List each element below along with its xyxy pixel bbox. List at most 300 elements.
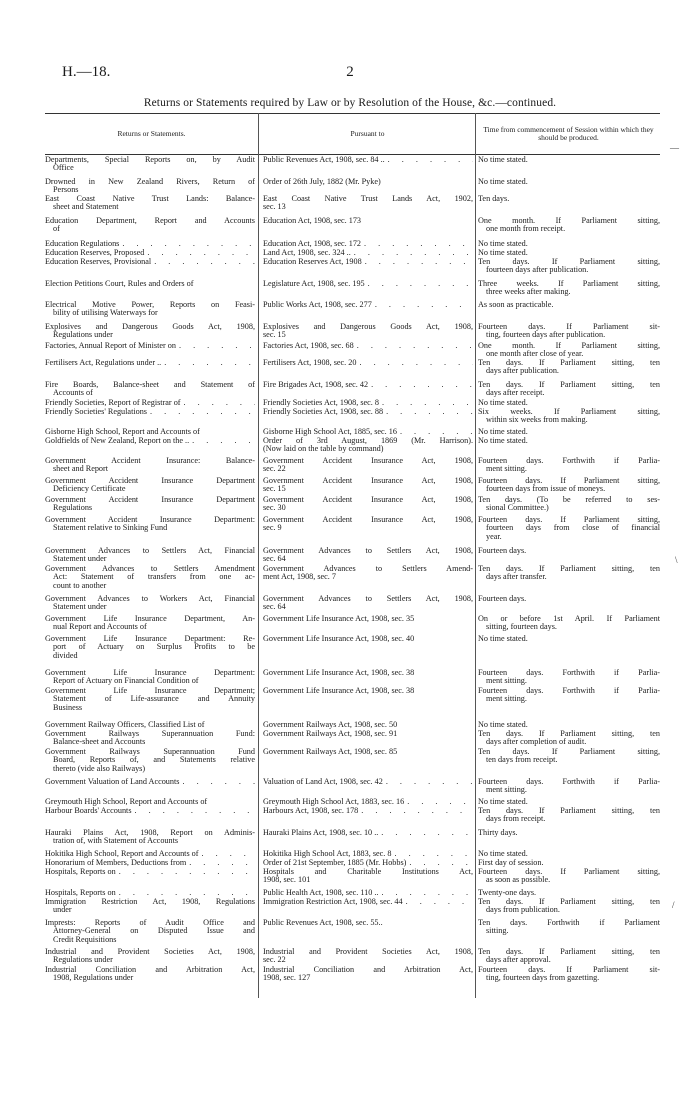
cell-text: Government Advances to Settlers Amend- xyxy=(263,565,473,573)
cell-text: Friendly Societies, Report of Registrar of xyxy=(45,399,181,407)
cell-pursuant xyxy=(263,217,473,225)
cell-text: Drowned in New Zealand Rivers, Return of xyxy=(45,178,255,186)
cell-text: Order of 21st September, 1885 (Mr. Hobbs) xyxy=(263,859,407,867)
cell-text: No time stated. xyxy=(478,437,528,445)
cell-return xyxy=(45,437,255,445)
cell-text: ment sitting. xyxy=(486,695,527,704)
cell-pursuant xyxy=(263,399,473,407)
cell-pursuant xyxy=(263,156,473,164)
cell-text: Hokitika High School, Report and Accounts of xyxy=(45,850,199,858)
cell-pursuant xyxy=(263,798,473,806)
cell-text: Government Life Insurance Act, 1908, sec. 38 xyxy=(263,669,415,677)
cell-text: Government Railways Superannuation Fund: xyxy=(45,730,255,738)
cell-text: Ten days. (To be referred to ses- xyxy=(478,496,660,504)
cell-text: days after approval. xyxy=(486,956,551,965)
margin-mark: \ xyxy=(675,555,678,565)
cell-return xyxy=(45,730,255,747)
column-rule-2-lower xyxy=(475,600,476,998)
cell-text: Public Health Act, 1908, sec. 110 .. xyxy=(263,889,379,897)
dot-leader xyxy=(388,156,473,164)
cell-text: Ten days. If Parliament sitting, xyxy=(478,748,660,756)
cell-text: days after receipt. xyxy=(486,389,545,398)
cell-pursuant xyxy=(263,381,473,389)
cell-text: Ten days. If Parliament sitting, ten xyxy=(478,948,660,956)
cell-text: Fourteen days. Forthwith if Parlia- xyxy=(478,669,660,677)
cell-time xyxy=(478,829,660,837)
cell-return xyxy=(45,615,255,632)
cell-text: Electrical Motive Power, Reports on Feasi- xyxy=(45,301,255,309)
cell-pursuant xyxy=(263,730,473,738)
cell-text: Fourteen days. xyxy=(478,547,527,555)
cell-time xyxy=(478,457,660,474)
dot-leader xyxy=(202,850,256,858)
cell-text: divided xyxy=(53,651,78,660)
cell-text: Fourteen days. Forthwith if Parlia- xyxy=(478,778,660,786)
cell-text: days from receipt. xyxy=(486,815,546,824)
cell-text: Government Life Insurance Act, 1908, sec. 38 xyxy=(263,687,415,695)
cell-text: sheet and Statement xyxy=(53,203,119,212)
cell-text: fourteen days from issue of moneys. xyxy=(486,485,606,494)
cell-return xyxy=(45,565,255,590)
cell-return xyxy=(45,721,255,729)
cell-return xyxy=(45,217,255,234)
cell-pursuant xyxy=(263,178,473,186)
cell-text: Government Railway Officers, Classified List of xyxy=(45,721,205,729)
cell-text: under xyxy=(53,906,72,915)
cell-text: Government Accident Insurance Act, 1908, xyxy=(263,457,473,465)
cell-return xyxy=(45,748,255,773)
cell-pursuant xyxy=(263,687,473,695)
cell-pursuant xyxy=(263,829,473,837)
dot-leader xyxy=(361,807,473,815)
cell-text: Six weeks. If Parliament sitting, xyxy=(478,408,660,416)
cell-text: Immigration Restriction Act, 1908, sec. 44 xyxy=(263,898,403,906)
cell-pursuant xyxy=(263,323,473,340)
cell-text: sitting, fourteen days. xyxy=(486,623,557,632)
dot-leader xyxy=(182,778,255,786)
cell-text: No time stated. xyxy=(478,156,528,164)
cell-text: Government Accident Insurance: Balance- xyxy=(45,457,255,465)
cell-pursuant xyxy=(263,919,473,927)
dot-leader xyxy=(354,249,473,257)
cell-text: Government Life Insurance Department, An- xyxy=(45,615,255,623)
cell-pursuant xyxy=(263,195,473,212)
cell-text: Statement relative to Sinking Fund xyxy=(53,524,168,533)
dot-leader xyxy=(375,301,473,309)
cell-text: Twenty-one days. xyxy=(478,889,537,897)
cell-text: Fourteen days. If Parliament sitting, xyxy=(478,868,660,876)
cell-time xyxy=(478,948,660,965)
cell-text: Greymouth High School Act, 1883, sec. 16 xyxy=(263,798,405,806)
cell-text: sitting. xyxy=(486,927,509,936)
column-rule-2 xyxy=(475,113,476,600)
cell-text: Government Railways Act, 1908, sec. 50 xyxy=(263,721,398,729)
cell-time xyxy=(478,195,660,203)
cell-text: 1908, Regulations under xyxy=(53,974,134,983)
cell-return xyxy=(45,595,255,612)
page-number: 2 xyxy=(346,64,354,80)
cell-text: Education Reserves Act, 1908 xyxy=(263,258,362,266)
cell-text: Government Advances to Settlers Act, 1908, xyxy=(263,595,473,603)
cell-text: On or before 1st April. If Parliament xyxy=(478,615,660,623)
cell-return xyxy=(45,496,255,513)
dot-leader xyxy=(381,889,473,897)
margin-mark: — xyxy=(670,143,679,153)
cell-time xyxy=(478,778,660,795)
dot-leader xyxy=(164,359,255,367)
cell-time xyxy=(478,615,660,632)
cell-text: ment sitting. xyxy=(486,465,527,474)
cell-text: Fourteen days. Forthwith if Parlia- xyxy=(478,457,660,465)
cell-text: of xyxy=(53,225,60,234)
cell-text: One month. If Parliament sitting, xyxy=(478,217,660,225)
cell-text: Friendly Societies Act, 1908, sec. 8 xyxy=(263,399,379,407)
cell-pursuant xyxy=(263,948,473,965)
cell-text: Order of 26th July, 1882 (Mr. Pyke) xyxy=(263,178,381,186)
cell-time xyxy=(478,565,660,582)
cell-time xyxy=(478,635,660,643)
cell-text: Legislature Act, 1908, sec. 195 xyxy=(263,280,365,288)
cell-pursuant xyxy=(263,301,473,309)
cell-text: port of Actuary on Surplus Profits to be xyxy=(53,643,255,652)
cell-text: Industrial and Provident Societies Act, 1908, xyxy=(263,948,473,956)
cell-text: Thirty days. xyxy=(478,829,518,837)
cell-time xyxy=(478,359,660,376)
cell-text: Accounts of xyxy=(53,389,93,398)
cell-time xyxy=(478,408,660,425)
cell-return xyxy=(45,249,255,257)
cell-text: Government Advances to Settlers Act, Financial xyxy=(45,547,255,555)
cell-text: Government Advances to Workers Act, Financial xyxy=(45,595,255,603)
cell-text: Hauraki Plains Act, 1908, Report on Adminis- xyxy=(45,829,255,837)
cell-return xyxy=(45,778,255,786)
cell-return xyxy=(45,258,255,266)
dot-leader xyxy=(147,249,255,257)
cell-time xyxy=(478,156,660,164)
cell-text: Goldfields of New Zealand, Report on the .. xyxy=(45,437,190,445)
cell-text: Hospitals, Reports on xyxy=(45,889,116,897)
cell-text: Departments, Special Reports on, by Audit xyxy=(45,156,255,164)
column-header-pursuant: Pursuant to xyxy=(350,128,385,138)
cell-text: days from publication. xyxy=(486,906,560,915)
cell-text: Regulations xyxy=(53,504,93,513)
cell-text: Immigration Restriction Act, 1908, Regulations xyxy=(45,898,255,906)
cell-text: sional Committee.) xyxy=(486,504,549,513)
cell-time xyxy=(478,547,660,555)
cell-text: Election Petitions Court, Rules and Orders of xyxy=(45,280,194,288)
dot-leader xyxy=(371,381,473,389)
cell-text: days after publication. xyxy=(486,367,559,376)
cell-return xyxy=(45,342,255,350)
cell-text: Greymouth High School, Report and Accounts of xyxy=(45,798,208,806)
cell-text: Government Life Insurance Department; xyxy=(45,687,255,695)
cell-text: bility of utilising Waterways for xyxy=(53,309,158,318)
cell-text: Honorarium of Members, Deductions from xyxy=(45,859,187,867)
cell-text: Explosives and Dangerous Goods Act, 1908, xyxy=(263,323,473,331)
dot-leader xyxy=(189,859,255,867)
cell-text: 1908, sec. 101 xyxy=(263,876,311,885)
cell-text: Gisborne High School, Report and Accounts of xyxy=(45,428,200,436)
cell-pursuant xyxy=(263,457,473,474)
column-rule-1 xyxy=(258,113,259,600)
cell-text: Ten days. xyxy=(478,195,510,203)
cell-text: Public Revenues Act, 1908, sec. 84 .. xyxy=(263,156,385,164)
cell-text: Government Railways Superannuation Fund xyxy=(45,748,255,756)
cell-text: Government Life Insurance Department: xyxy=(45,669,255,677)
cell-text: sec. 30 xyxy=(263,504,286,513)
cell-pursuant xyxy=(263,342,473,350)
cell-text: Factories Act, 1908, sec. 68 xyxy=(263,342,354,350)
cell-time xyxy=(478,859,660,867)
dot-leader xyxy=(381,829,473,837)
cell-text: Ten days. If Parliament sitting, ten xyxy=(478,359,660,367)
cell-text: Government Valuation of Land Accounts xyxy=(45,778,180,786)
cell-text: within six weeks from making. xyxy=(486,416,588,425)
cell-text: Ten days. Forthwith if Parliament xyxy=(478,919,660,927)
cell-text: Ten days. If Parliament sitting, ten xyxy=(478,381,660,389)
cell-text: Ten days. If Parliament sitting, ten xyxy=(478,730,660,738)
cell-time xyxy=(478,428,660,436)
cell-time xyxy=(478,966,660,983)
cell-text: nual Report and Accounts of xyxy=(53,623,147,632)
cell-pursuant xyxy=(263,249,473,257)
cell-text: as soon as possible. xyxy=(486,876,551,885)
cell-pursuant xyxy=(263,966,473,983)
cell-return xyxy=(45,359,255,367)
column-header-time: Time from commencement of Session within which they should be produced. xyxy=(483,124,654,142)
dot-leader xyxy=(150,408,255,416)
cell-text: Business xyxy=(53,703,83,712)
cell-time xyxy=(478,898,660,915)
cell-text: sec. 9 xyxy=(263,524,282,533)
table-header xyxy=(45,113,660,155)
cell-text: Fourteen days. Forthwith if Parlia- xyxy=(478,687,660,695)
cell-pursuant xyxy=(263,408,473,416)
cell-text: No time stated. xyxy=(478,178,528,186)
cell-time xyxy=(478,280,660,297)
dot-leader xyxy=(406,898,473,906)
cell-text: sec. 64 xyxy=(263,603,286,612)
cell-pursuant xyxy=(263,496,473,513)
cell-pursuant xyxy=(263,258,473,266)
cell-text: ting, fourteen days from gazetting. xyxy=(486,974,600,983)
cell-text: Government Advances to Settlers Act, 1908, xyxy=(263,547,473,555)
cell-text: No time stated. xyxy=(478,721,528,729)
cell-time xyxy=(478,496,660,513)
cell-time xyxy=(478,240,660,248)
cell-text: Education Reserves, Proposed xyxy=(45,249,145,257)
cell-text: Valuation of Land Act, 1908, sec. 42 xyxy=(263,778,383,786)
cell-pursuant xyxy=(263,635,473,643)
cell-time xyxy=(478,249,660,257)
cell-text: year. xyxy=(486,532,502,541)
cell-text: sec. 22 xyxy=(263,956,286,965)
cell-text: one month after close of year. xyxy=(486,350,584,359)
cell-return xyxy=(45,399,255,407)
cell-return xyxy=(45,178,255,195)
cell-text: No time stated. xyxy=(478,798,528,806)
cell-time xyxy=(478,889,660,897)
cell-text: Hospitals and Charitable Institutions Act, xyxy=(263,868,473,876)
cell-text: Board, Reports of, and Statements relative xyxy=(53,756,255,765)
cell-text: Report of Actuary on Financial Condition of xyxy=(53,677,199,686)
cell-text: Regulations under xyxy=(53,331,113,340)
cell-text: Fourteen days. If Parliament sit- xyxy=(478,966,660,974)
cell-text: Credit Requisitions xyxy=(53,935,117,944)
cell-text: Hokitika High School Act, 1883, sec. 8 xyxy=(263,850,392,858)
cell-text: Public Works Act, 1908, sec. 277 xyxy=(263,301,372,309)
cell-text: Fertilisers Act, Regulations under .. xyxy=(45,359,162,367)
page-identifier: H.—18. xyxy=(62,64,111,80)
cell-text: ment sitting. xyxy=(486,677,527,686)
dot-leader xyxy=(359,359,473,367)
cell-text: thereto (vide also Railways) xyxy=(53,764,146,773)
dot-leader xyxy=(407,798,473,806)
cell-text: Government Accident Insurance Department xyxy=(45,477,255,485)
cell-return xyxy=(45,966,255,983)
cell-text: sec. 15 xyxy=(263,331,286,340)
cell-return xyxy=(45,280,255,288)
cell-pursuant xyxy=(263,868,473,885)
cell-pursuant xyxy=(263,547,473,564)
cell-text: No time stated. xyxy=(478,240,528,248)
cell-text: ten days from receipt. xyxy=(486,756,558,765)
cell-return xyxy=(45,477,255,494)
cell-return xyxy=(45,240,255,248)
cell-return xyxy=(45,948,255,965)
cell-time xyxy=(478,516,660,541)
cell-text: As soon as practicable. xyxy=(478,301,554,309)
cell-pursuant xyxy=(263,428,473,436)
cell-text: Government Accident Insurance Department xyxy=(45,496,255,504)
cell-time xyxy=(478,595,660,603)
cell-text: Fourteen days. If Parliament sitting, xyxy=(478,516,660,524)
cell-text: Government Life Insurance Department: Re- xyxy=(45,635,255,643)
dot-leader xyxy=(368,280,473,288)
cell-text: One month. If Parliament sitting, xyxy=(478,342,660,350)
cell-pursuant xyxy=(263,669,473,677)
cell-text: Government Life Insurance Act, 1908, sec. 40 xyxy=(263,635,415,643)
cell-return xyxy=(45,798,255,806)
cell-return xyxy=(45,807,255,815)
cell-text: Government Accident Insurance Act, 1908, xyxy=(263,516,473,524)
dot-leader xyxy=(192,437,255,445)
cell-text: sec. 13 xyxy=(263,203,286,212)
dot-leader xyxy=(122,240,255,248)
cell-time xyxy=(478,342,660,359)
cell-text: Education Department, Report and Accounts xyxy=(45,217,255,225)
cell-pursuant xyxy=(263,615,473,623)
cell-pursuant xyxy=(263,437,473,454)
cell-pursuant xyxy=(263,280,473,288)
cell-text: Attorney-General on Disputed Issue and xyxy=(53,927,255,936)
cell-text: Government Advances to Settlers Amendment xyxy=(45,565,255,573)
cell-text: Hauraki Plains Act, 1908, sec. 10 .. xyxy=(263,829,379,837)
cell-return xyxy=(45,408,255,416)
cell-text: Education Act, 1908, sec. 173 xyxy=(263,217,362,225)
cell-time xyxy=(478,850,660,858)
cell-text: Fertilisers Act, 1908, sec. 20 xyxy=(263,359,357,367)
cell-text: Statement of Life-assurance and Annuity xyxy=(53,695,255,704)
cell-text: Public Revenues Act, 1908, sec. 55.. xyxy=(263,919,383,927)
cell-text: Fourteen days. If Parliament sit- xyxy=(478,323,660,331)
cell-return xyxy=(45,457,255,474)
cell-text: Gisborne High School Act, 1885, sec. 16 xyxy=(263,428,397,436)
cell-text: Industrial and Provident Societies Act, 1908, xyxy=(45,948,255,956)
cell-text: three weeks after making. xyxy=(486,288,571,297)
cell-pursuant xyxy=(263,721,473,729)
cell-time xyxy=(478,798,660,806)
cell-return xyxy=(45,381,255,398)
cell-pursuant xyxy=(263,516,473,533)
cell-time xyxy=(478,748,660,765)
cell-text: Ten days. If Parliament sitting, ten xyxy=(478,565,660,573)
cell-return xyxy=(45,919,255,944)
cell-pursuant xyxy=(263,477,473,494)
dot-leader xyxy=(382,399,473,407)
cell-text: Government Accident Insurance Act, 1908, xyxy=(263,477,473,485)
cell-text: tration of, with Statement of Accounts xyxy=(53,837,179,846)
cell-time xyxy=(478,381,660,398)
cell-text: sec. 22 xyxy=(263,465,286,474)
cell-text: Education Regulations xyxy=(45,240,120,248)
cell-time xyxy=(478,730,660,747)
cell-text: Statement under xyxy=(53,555,107,564)
cell-text: Land Act, 1908, sec. 324 .. xyxy=(263,249,351,257)
cell-text: Government Life Insurance Act, 1908, sec. 35 xyxy=(263,615,415,623)
cell-text: Friendly Societies' Regulations xyxy=(45,408,147,416)
cell-text: days after completion of audit. xyxy=(486,738,587,747)
cell-return xyxy=(45,868,255,876)
cell-text: one month from receipt. xyxy=(486,225,566,234)
cell-pursuant xyxy=(263,850,473,858)
cell-text: fourteen days from close of financial xyxy=(486,524,660,533)
cell-text: Balance-sheet and Accounts xyxy=(53,738,146,747)
cell-time xyxy=(478,868,660,885)
cell-text: Industrial Conciliation and Arbitration Act, xyxy=(45,966,255,974)
cell-text: Fourteen days. xyxy=(478,595,527,603)
cell-text: Ten days. If Parliament sitting, ten xyxy=(478,807,660,815)
cell-pursuant xyxy=(263,595,473,612)
cell-text: East Coast Native Trust Lands Act, 1902, xyxy=(263,195,473,203)
cell-return xyxy=(45,829,255,846)
cell-return xyxy=(45,859,255,867)
cell-pursuant xyxy=(263,898,473,906)
cell-text: Fire Brigades Act, 1908, sec. 42 xyxy=(263,381,369,389)
cell-return xyxy=(45,428,255,436)
cell-text: fourteen days after publication. xyxy=(486,266,589,275)
cell-time xyxy=(478,807,660,824)
cell-time xyxy=(478,721,660,729)
dot-leader xyxy=(119,889,255,897)
cell-text: Persons xyxy=(53,186,79,195)
dot-leader xyxy=(119,868,255,876)
cell-text: days after transfer. xyxy=(486,573,547,582)
cell-text: Industrial Conciliation and Arbitration Act, xyxy=(263,966,473,974)
cell-return xyxy=(45,850,255,858)
cell-text: Harbours Act, 1908, sec. 178 xyxy=(263,807,359,815)
dot-leader xyxy=(365,258,473,266)
dot-leader xyxy=(357,342,473,350)
cell-time xyxy=(478,258,660,275)
cell-text: sheet and Report xyxy=(53,465,109,474)
dot-leader xyxy=(154,258,255,266)
cell-return xyxy=(45,516,255,533)
cell-time xyxy=(478,217,660,234)
cell-return xyxy=(45,889,255,897)
margin-mark: / xyxy=(672,900,675,910)
cell-text: Regulations under xyxy=(53,956,113,965)
